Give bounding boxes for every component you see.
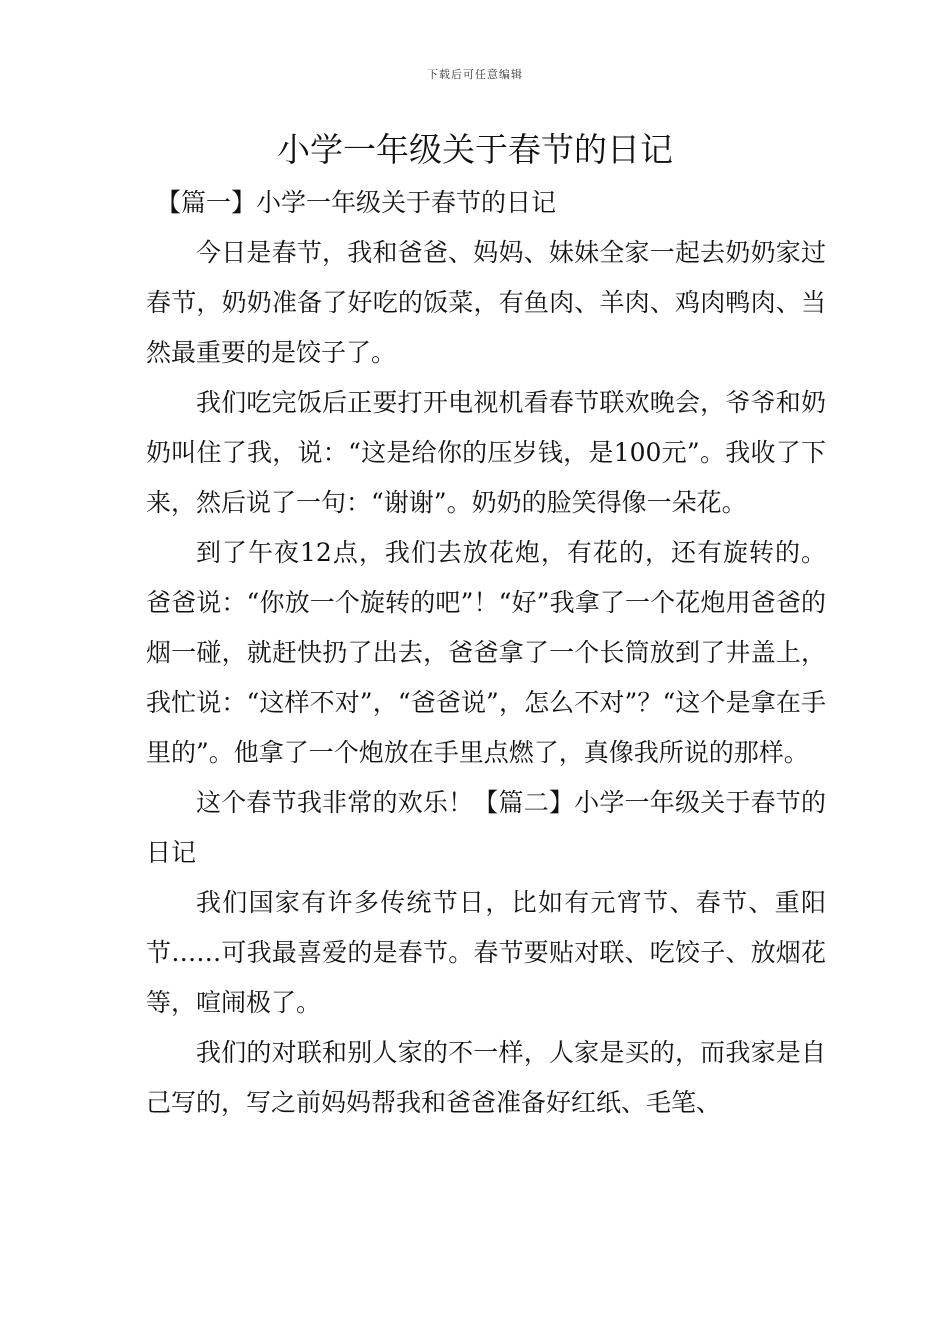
paragraph: 我们的对联和别人家的不一样，人家是买的，而我家是自己写的，写之前妈妈帮我和爸爸准备好红纸、毛笔、 <box>146 1038 826 1117</box>
section-heading-1: 【篇一】小学一年级关于春节的日记 <box>156 188 557 217</box>
paragraph: 我们国家有许多传统节日，比如有元宵节、春节、重阳节……可我最喜爱的是春节。春节要贴对联、吃饺子、放烟花等，喧闹极了。 <box>146 888 826 1017</box>
paragraph: 今日是春节，我和爸爸、妈妈、妹妹全家一起去奶奶家过春节，奶奶准备了好吃的饭菜，有鱼肉、羊肉、鸡肉鸭肉、当然最重要的是饺子了。 <box>146 238 826 367</box>
document-title: 小学一年级关于春节的日记 <box>277 130 673 169</box>
header-note: 下载后可任意编辑 <box>427 68 523 81</box>
paragraph: 我们吃完饭后正要打开电视机看春节联欢晚会，爷爷和奶奶叫住了我，说：“这是给你的压岁钱，是100元”。我收了下来，然后说了一句：“谢谢”。奶奶的脸笑得像一朵花。 <box>146 388 826 517</box>
document-body <box>146 178 826 1128</box>
paragraph: 到了午夜12点，我们去放花炮，有花的，还有旋转的。爸爸说：“你放一个旋转的吧”！“好”我拿了一个花炮用爸爸的烟一碰，就赶快扔了出去，爸爸拿了一个长筒放到了井盖上，我忙说：“这样不对”，“爸爸说”，怎么不对”？“这个是拿在手里的”。他拿了一个炮放在手里点燃了，真像我所说的那样。 <box>146 538 826 767</box>
paragraph: 这个春节我非常的欢乐！【篇二】小学一年级关于春节的日记 <box>146 788 826 867</box>
